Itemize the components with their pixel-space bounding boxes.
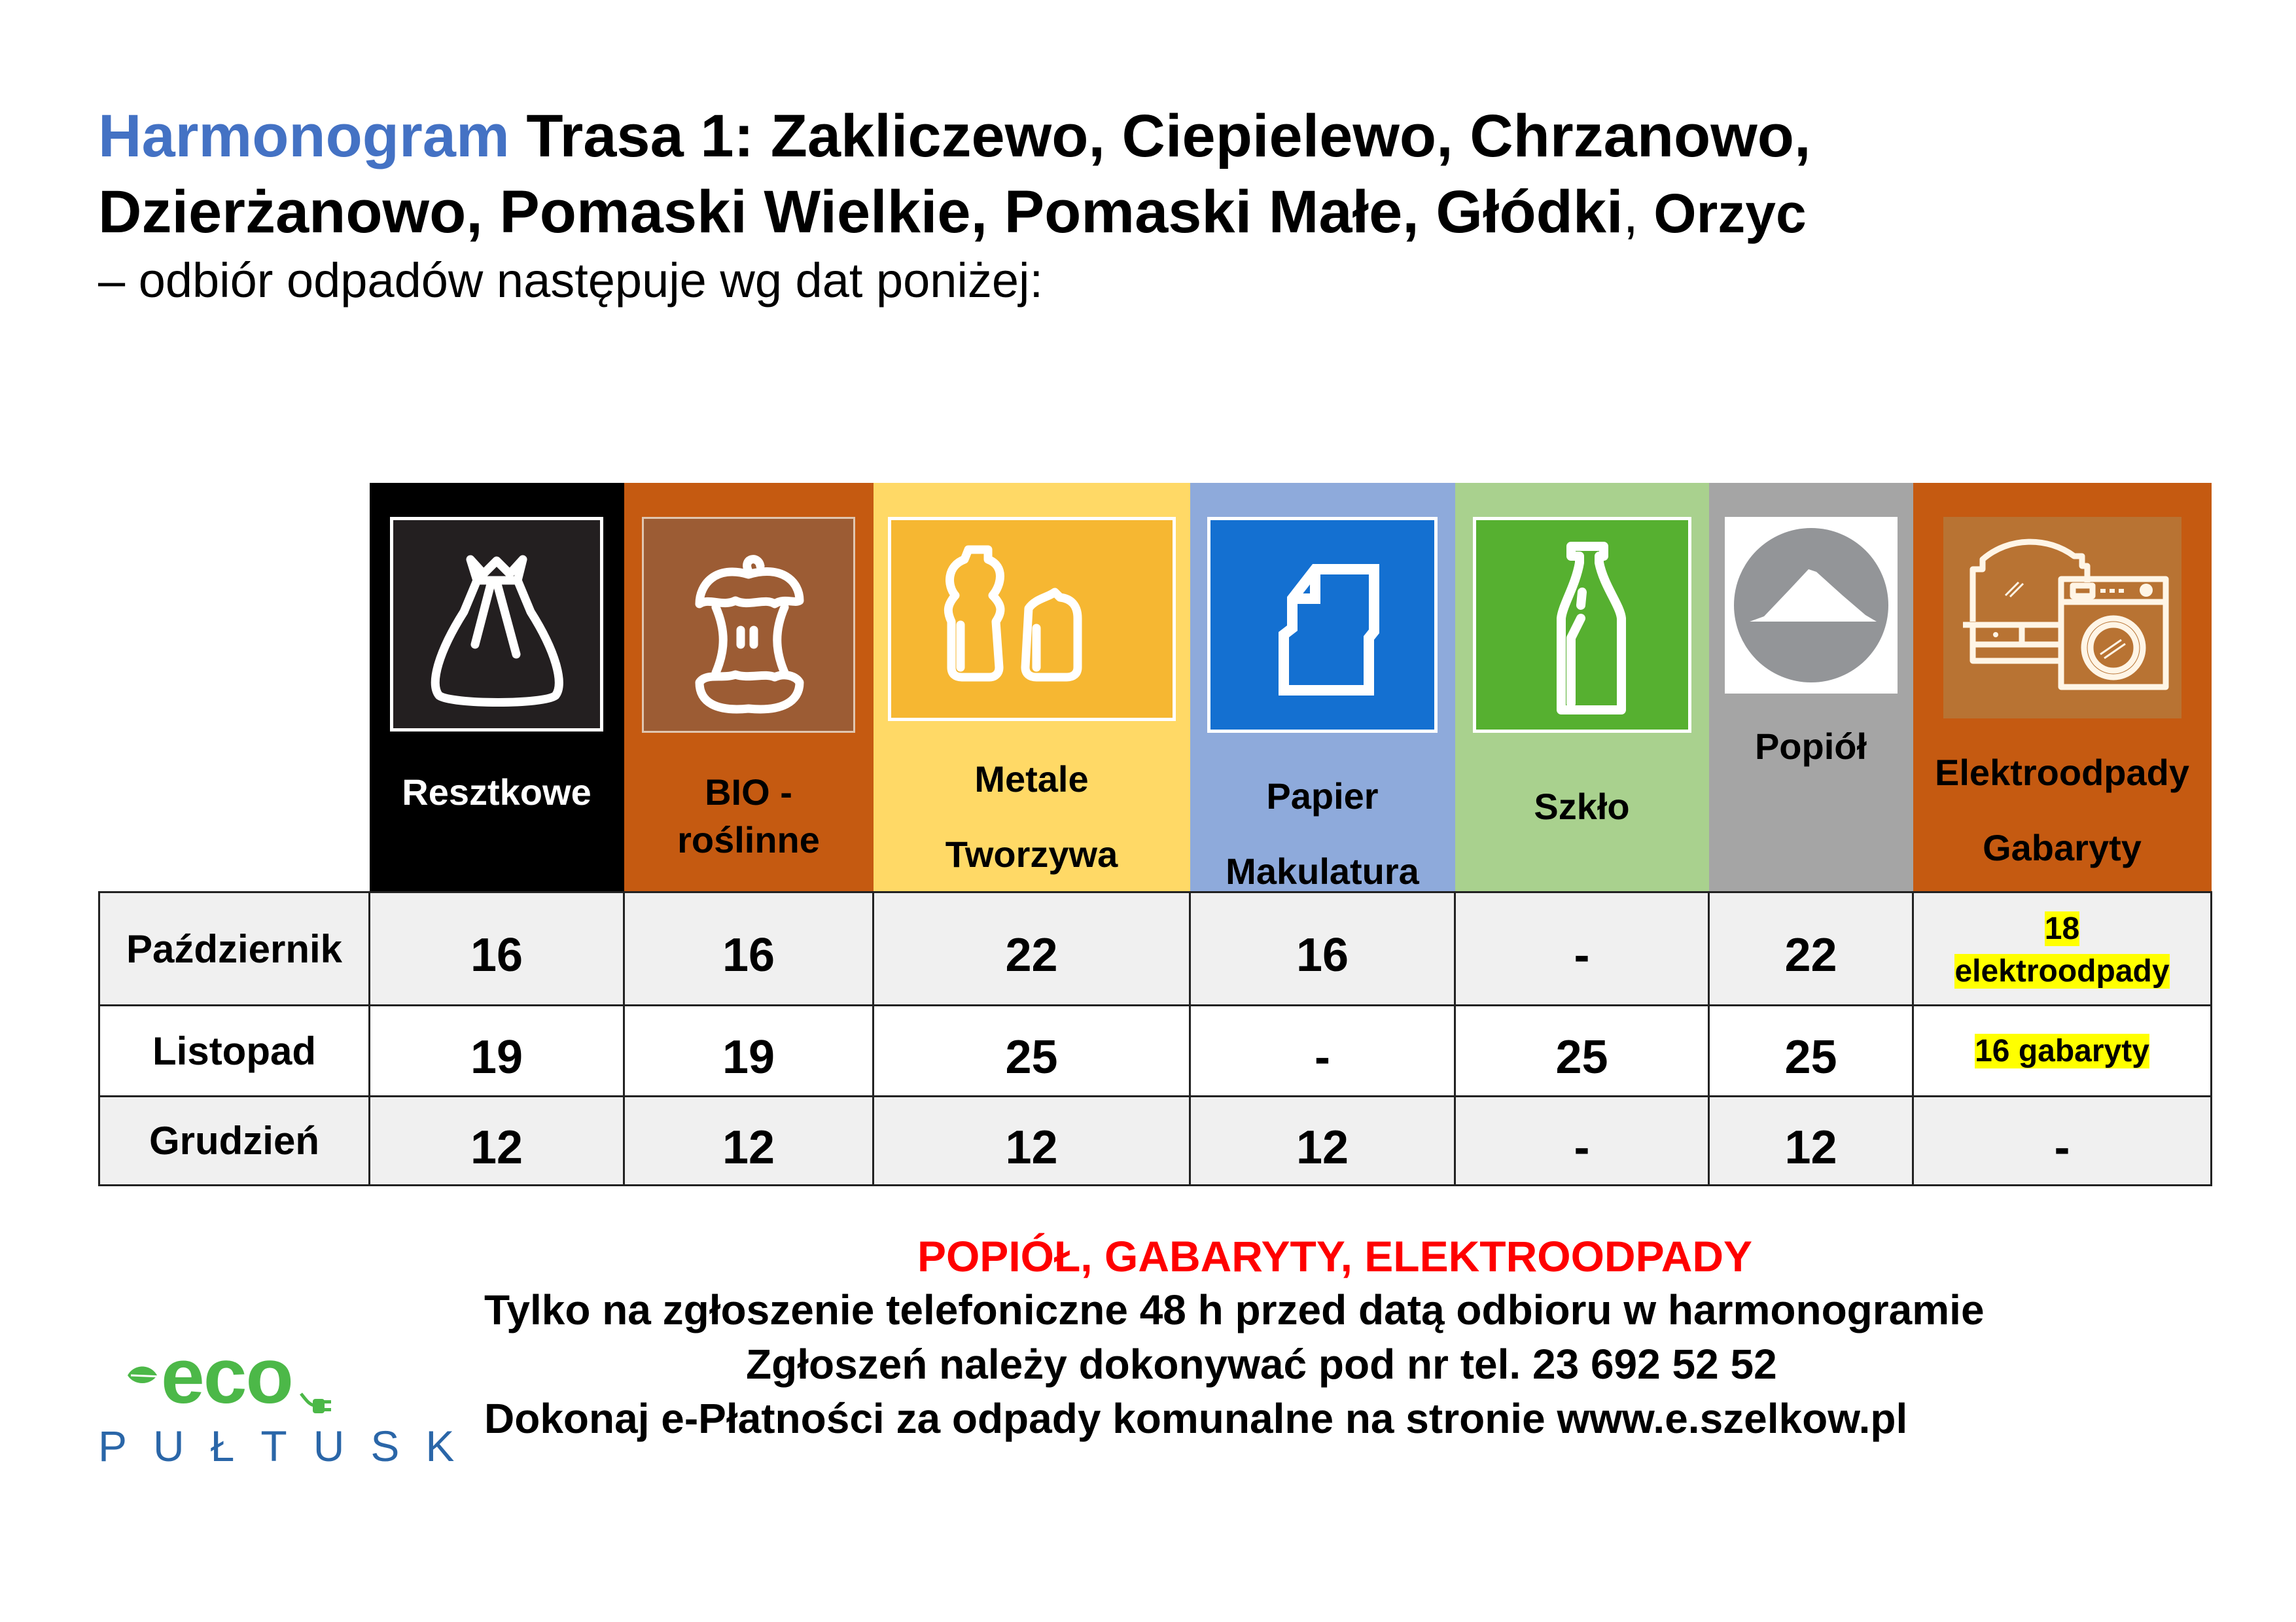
table-row-grudzien xyxy=(99,1097,2212,1186)
date-value: 25 xyxy=(1784,1031,1837,1084)
month-cell: Grudzień xyxy=(99,1097,370,1186)
plug-icon xyxy=(300,1387,332,1420)
footer-line-phone-notice: Tylko na zgłoszenie telefoniczne 48 h przed datą odbioru w harmonogramie xyxy=(484,1286,1985,1333)
title-highlight: Harmonogram xyxy=(98,103,510,169)
date-cell-papier xyxy=(1190,1097,1455,1186)
date-cell-elektro xyxy=(1913,1006,2212,1097)
label-line: Resztkowe xyxy=(402,771,592,813)
logo-eco-text: eco xyxy=(161,1332,292,1420)
column-header-bio xyxy=(624,483,874,892)
date-cell-elektro xyxy=(1913,1097,2212,1186)
subtitle: – odbiór odpadów następuje wg dat poniżej: xyxy=(98,253,1044,308)
date-cell-szklo xyxy=(1455,1006,1709,1097)
date-cell-resztkowe xyxy=(370,1006,624,1097)
logo-city-text: PUŁTUSK xyxy=(98,1422,481,1470)
title-line2-main: Dzierżanowo, Pomaski Wielkie, Pomaski Małe, Głódki xyxy=(98,179,1623,245)
title-line-1 xyxy=(98,98,2225,174)
column-header-szklo xyxy=(1455,483,1709,892)
label-line: Tworzywa xyxy=(945,834,1118,875)
date-value: - xyxy=(1574,1121,1590,1174)
column-header-elektro xyxy=(1913,483,2212,892)
glass-bottle-icon xyxy=(1473,517,1691,733)
highlighted-note: elektroodpady xyxy=(1954,954,2170,989)
date-cell-szklo xyxy=(1455,892,1709,1006)
date-value: - xyxy=(1315,1031,1330,1084)
label-szklo xyxy=(1455,785,1709,828)
date-value: 16 xyxy=(470,929,523,981)
label-line: Popiół xyxy=(1754,726,1867,767)
label-line: Szkło xyxy=(1534,786,1630,827)
highlighted-note: 16 gabaryty xyxy=(1975,1034,2149,1068)
date-value: 12 xyxy=(1005,1121,1058,1174)
apple-core-icon xyxy=(642,517,855,733)
date-value: 22 xyxy=(1005,929,1058,981)
ash-pile-icon xyxy=(1725,517,1898,694)
date-value: - xyxy=(1574,929,1590,981)
month-cell: Październik xyxy=(99,892,370,1006)
leaf-icon xyxy=(124,1362,164,1388)
table-row-listopad xyxy=(99,1006,2212,1097)
date-value: 25 xyxy=(1555,1031,1608,1084)
month-cell: Listopad xyxy=(99,1006,370,1097)
label-elektro xyxy=(1913,751,2212,869)
highlighted-date: 18 xyxy=(2044,911,2080,946)
date-value: - xyxy=(2054,1121,2070,1174)
date-value: 19 xyxy=(722,1031,775,1084)
date-cell-bio xyxy=(624,1006,874,1097)
footer-line-phone-number: Zgłoszeń należy dokonywać pod nr tel. 23 692 52 52 xyxy=(746,1341,1777,1388)
label-line: Papier xyxy=(1266,775,1379,817)
date-value: 25 xyxy=(1005,1031,1058,1084)
label-line: Makulatura xyxy=(1226,851,1419,892)
label-line: roślinne xyxy=(677,819,820,860)
date-value: 12 xyxy=(722,1121,775,1174)
corner-cell xyxy=(99,483,370,892)
date-cell-resztkowe xyxy=(370,892,624,1006)
date-cell-bio xyxy=(624,892,874,1006)
label-line: Metale xyxy=(974,758,1089,800)
label-papier xyxy=(1190,775,1455,892)
date-cell-metale xyxy=(874,1006,1190,1097)
label-popiol xyxy=(1709,725,1913,767)
label-line: Gabaryty xyxy=(1983,827,2142,868)
date-value: 12 xyxy=(1296,1121,1349,1174)
date-cell-papier xyxy=(1190,1006,1455,1097)
column-header-resztkowe xyxy=(370,483,624,892)
date-cell-metale xyxy=(874,892,1190,1006)
label-bio xyxy=(624,771,874,861)
date-value: 16 xyxy=(1296,929,1349,981)
title-line2-tail: Orzyc xyxy=(1638,183,1807,244)
table-row-pazdziernik xyxy=(99,892,2212,1006)
eco-pultusk-logo xyxy=(98,1332,481,1472)
title-line2-comma: , xyxy=(1623,183,1638,244)
label-line: Elektroodpady xyxy=(1935,752,2189,793)
date-value: 19 xyxy=(470,1031,523,1084)
date-cell-metale xyxy=(874,1097,1190,1186)
date-cell-popiol xyxy=(1709,1097,1913,1186)
date-value: 22 xyxy=(1784,929,1837,981)
column-header-papier xyxy=(1190,483,1455,892)
column-header-metale xyxy=(874,483,1190,892)
footer-line-payment: Dokonaj e-Płatności za odpady komunalne na stronie www.e.szelkow.pl xyxy=(484,1395,1908,1442)
label-metale xyxy=(874,758,1190,875)
title-line1-rest: Trasa 1: Zakliczewo, Ciepielewo, Chrzanowo, xyxy=(509,103,1811,169)
date-cell-popiol xyxy=(1709,892,1913,1006)
title-line-2 xyxy=(98,174,2225,251)
furniture-and-washing-machine-icon xyxy=(1943,517,2181,718)
date-value: 12 xyxy=(1784,1121,1837,1174)
paper-sheet-icon xyxy=(1207,517,1438,733)
date-cell-resztkowe xyxy=(370,1097,624,1186)
date-cell-elektro xyxy=(1913,892,2212,1006)
label-resztkowe xyxy=(370,771,624,813)
garbage-bag-icon xyxy=(390,517,603,732)
schedule-table xyxy=(98,483,2212,1186)
date-cell-bio xyxy=(624,1097,874,1186)
date-cell-popiol xyxy=(1709,1006,1913,1097)
footer-warning-title: POPIÓŁ, GABARYTY, ELEKTROODPADY xyxy=(917,1232,1753,1280)
page-title xyxy=(98,98,2225,251)
label-line: BIO - xyxy=(705,771,792,813)
date-value: 16 xyxy=(722,929,775,981)
date-cell-papier xyxy=(1190,892,1455,1006)
bottle-and-can-icon xyxy=(888,517,1176,721)
header-row xyxy=(99,483,2212,892)
date-cell-szklo xyxy=(1455,1097,1709,1186)
column-header-popiol xyxy=(1709,483,1913,892)
date-value: 12 xyxy=(470,1121,523,1174)
